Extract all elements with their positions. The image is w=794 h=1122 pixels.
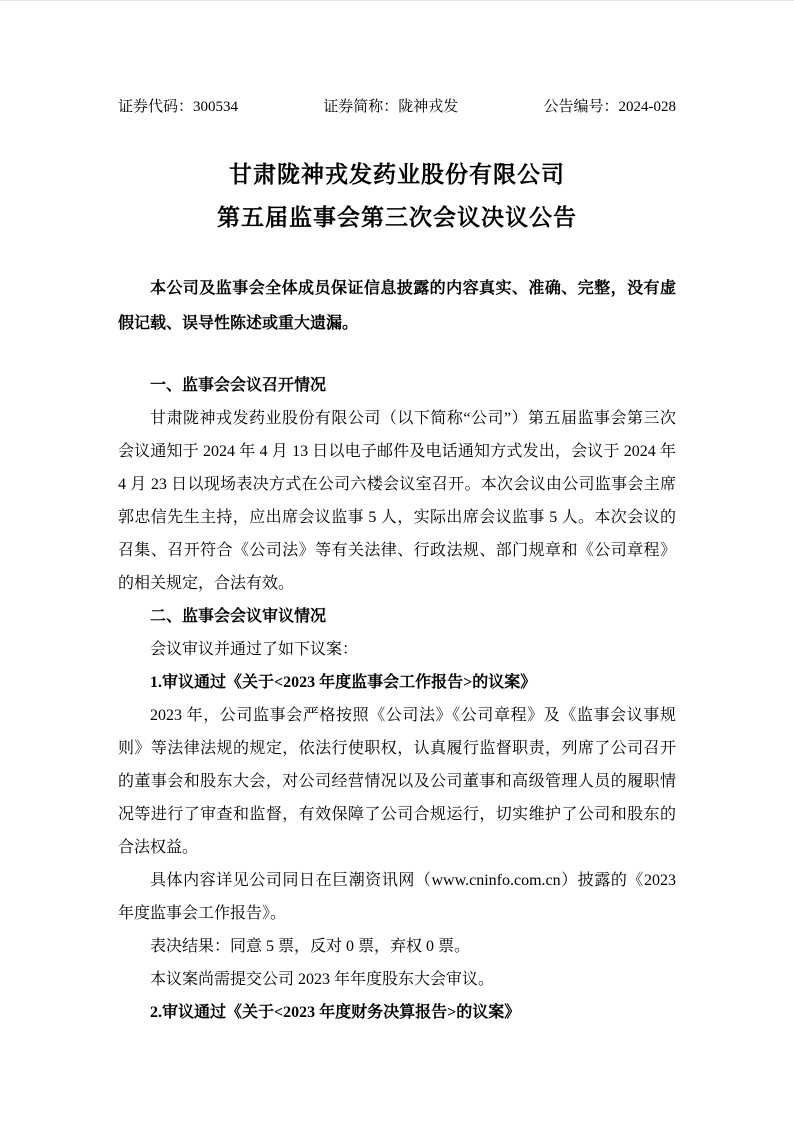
document-header	[118, 97, 676, 117]
declaration-paragraph: 本公司及监事会全体成员保证信息披露的内容真实、准确、完整，没有虚假记载、误导性陈述或重大遗漏。	[118, 280, 676, 332]
document-title: 第五届监事会第三次会议决议公告	[217, 205, 577, 230]
section-2-intro: 会议审议并通过了如下议案：	[150, 641, 359, 658]
stock-short-name: 证券简称：陇神戎发	[323, 99, 459, 115]
proposal-1-vote-result: 表决结果：同意 5 票，反对 0 票，弃权 0 票。	[150, 938, 471, 955]
proposal-1-body: 2023 年，公司监事会严格按照《公司法》《公司章程》及《监事会议事规则》等法律法规的规定，依法行使职权，认真履行监督职责，列席了公司召开的董事会和股东大会，对公司经营情况以及公司董事和高级管理人员的履职情况等进行了审查和监督，有效保障了公司合规运行，切实维护了公司和股东的合法权益。	[118, 707, 676, 856]
proposal-1-title: 1.审议通过《关于<2023 年度监事会工作报告>的议案》	[150, 674, 537, 691]
proposal-1-note: 本议案尚需提交公司 2023 年年度股东大会审议。	[150, 971, 495, 988]
company-name-title: 甘肃陇神戎发药业股份有限公司	[229, 162, 565, 187]
proposal-2-title: 2.审议通过《关于<2023 年度财务决算报告>的议案》	[150, 1004, 521, 1021]
announcement-number: 公告编号：2024-028	[543, 99, 676, 115]
section-2-heading: 二、监事会会议审议情况	[150, 608, 327, 625]
section-1-paragraph: 甘肃陇神戎发药业股份有限公司（以下简称“公司”）第五届监事会第三次会议通知于 2024 年 4 月 13 日以电子邮件及电话通知方式发出，会议于 2024 年 4 月 23 日以现场表决方式在公司六楼会议室召开。本次会议由公司监事会主席郭忠信先生主持，应出席会议监事 5 人，实际出席会议监事 5 人。本次会议的召集、召开符合《公司法》等有关法律、行政法规、部门规章和《公司章程》的相关规定，合法有效。	[118, 410, 676, 592]
section-1-heading: 一、监事会会议召开情况	[150, 377, 327, 394]
stock-code: 证券代码：300534	[118, 99, 239, 115]
proposal-1-disclosure: 具体内容详见公司同日在巨潮资讯网（www.cninfo.com.cn）披露的《2023 年度监事会工作报告》。	[118, 872, 676, 922]
